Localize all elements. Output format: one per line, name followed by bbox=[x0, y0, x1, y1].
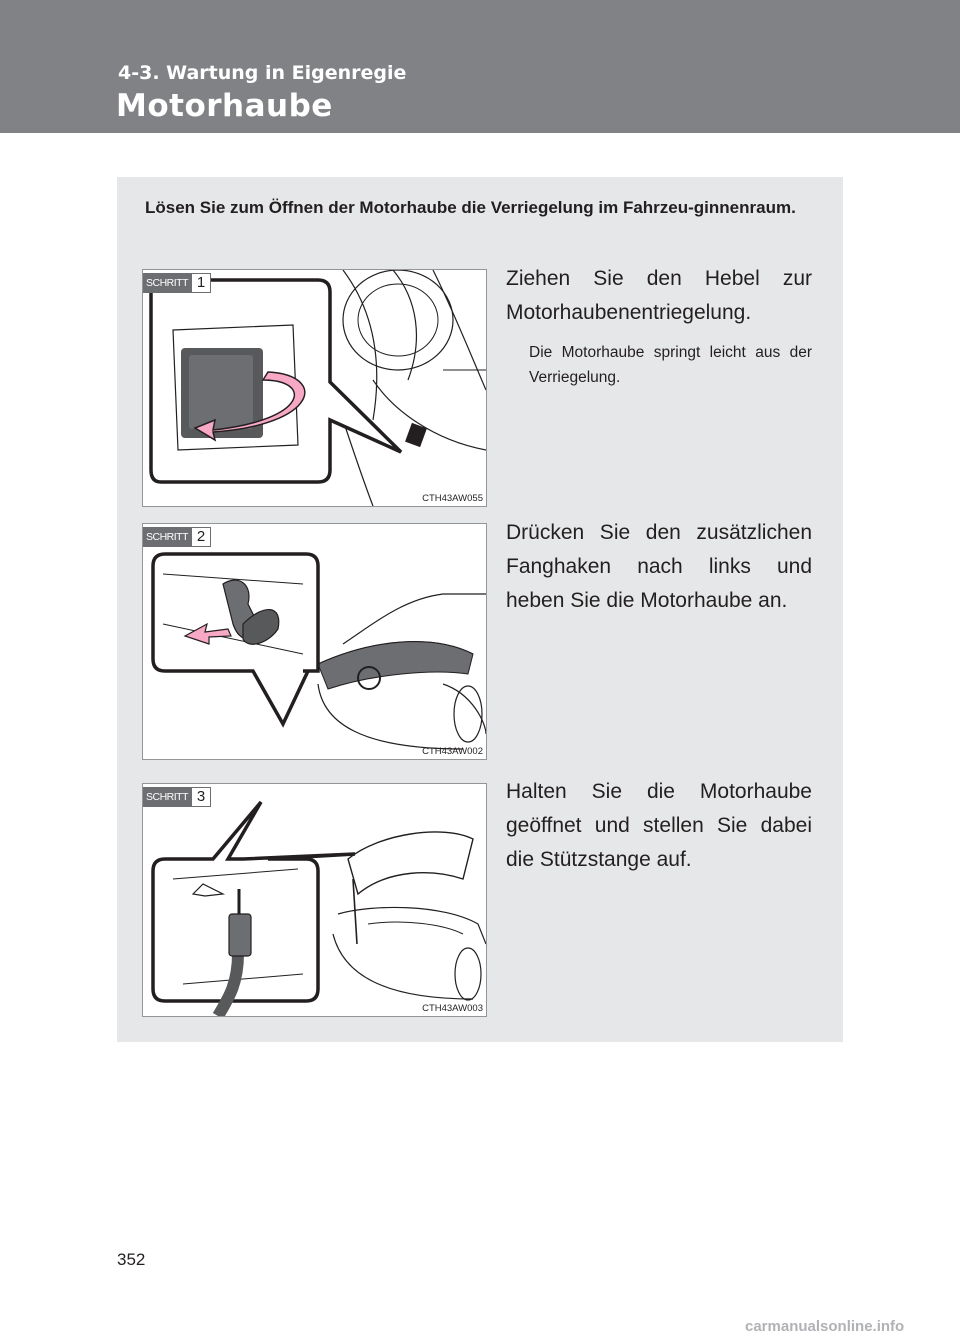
figure-code: CTH43AW003 bbox=[422, 1003, 483, 1014]
step-3-badge: SCHRITT 3 bbox=[143, 787, 211, 807]
page-title: Motorhaube bbox=[116, 88, 333, 124]
step-2-text: Drücken Sie den zusätzlichen Fanghaken nach links und heben Sie die Motorhaube an. bbox=[506, 521, 812, 612]
chapter-header bbox=[0, 0, 960, 133]
step-3-figure bbox=[142, 783, 487, 1017]
step-1-note: Die Motorhaube springt leicht aus der Verriegelung. bbox=[529, 344, 812, 386]
figure-code: CTH43AW002 bbox=[422, 746, 483, 757]
step-1-text: Ziehen Sie den Hebel zur Motorhaubenentriegelung. bbox=[506, 267, 812, 324]
page-number: 352 bbox=[117, 1250, 146, 1269]
hood-latch-illustration bbox=[143, 524, 486, 759]
intro-text: Lösen Sie zum Öffnen der Motorhaube die Verriegelung im Fahrzeu-ginnenraum. bbox=[145, 198, 796, 217]
step-1-badge: SCHRITT 1 bbox=[143, 273, 211, 293]
lever-illustration bbox=[143, 270, 486, 506]
figure-code: CTH43AW055 bbox=[422, 493, 483, 504]
watermark: carmanualsonline.info bbox=[745, 1318, 905, 1335]
support-rod-illustration bbox=[143, 784, 486, 1016]
step-1-figure bbox=[142, 269, 487, 507]
step-2-figure bbox=[142, 523, 487, 760]
step-2-badge: SCHRITT 2 bbox=[143, 527, 211, 547]
step-3-text: Halten Sie die Motorhaube geöffnet und stellen Sie dabei die Stützstange auf. bbox=[506, 780, 812, 871]
section-heading: 4-3. Wartung in Eigenregie bbox=[118, 62, 407, 84]
